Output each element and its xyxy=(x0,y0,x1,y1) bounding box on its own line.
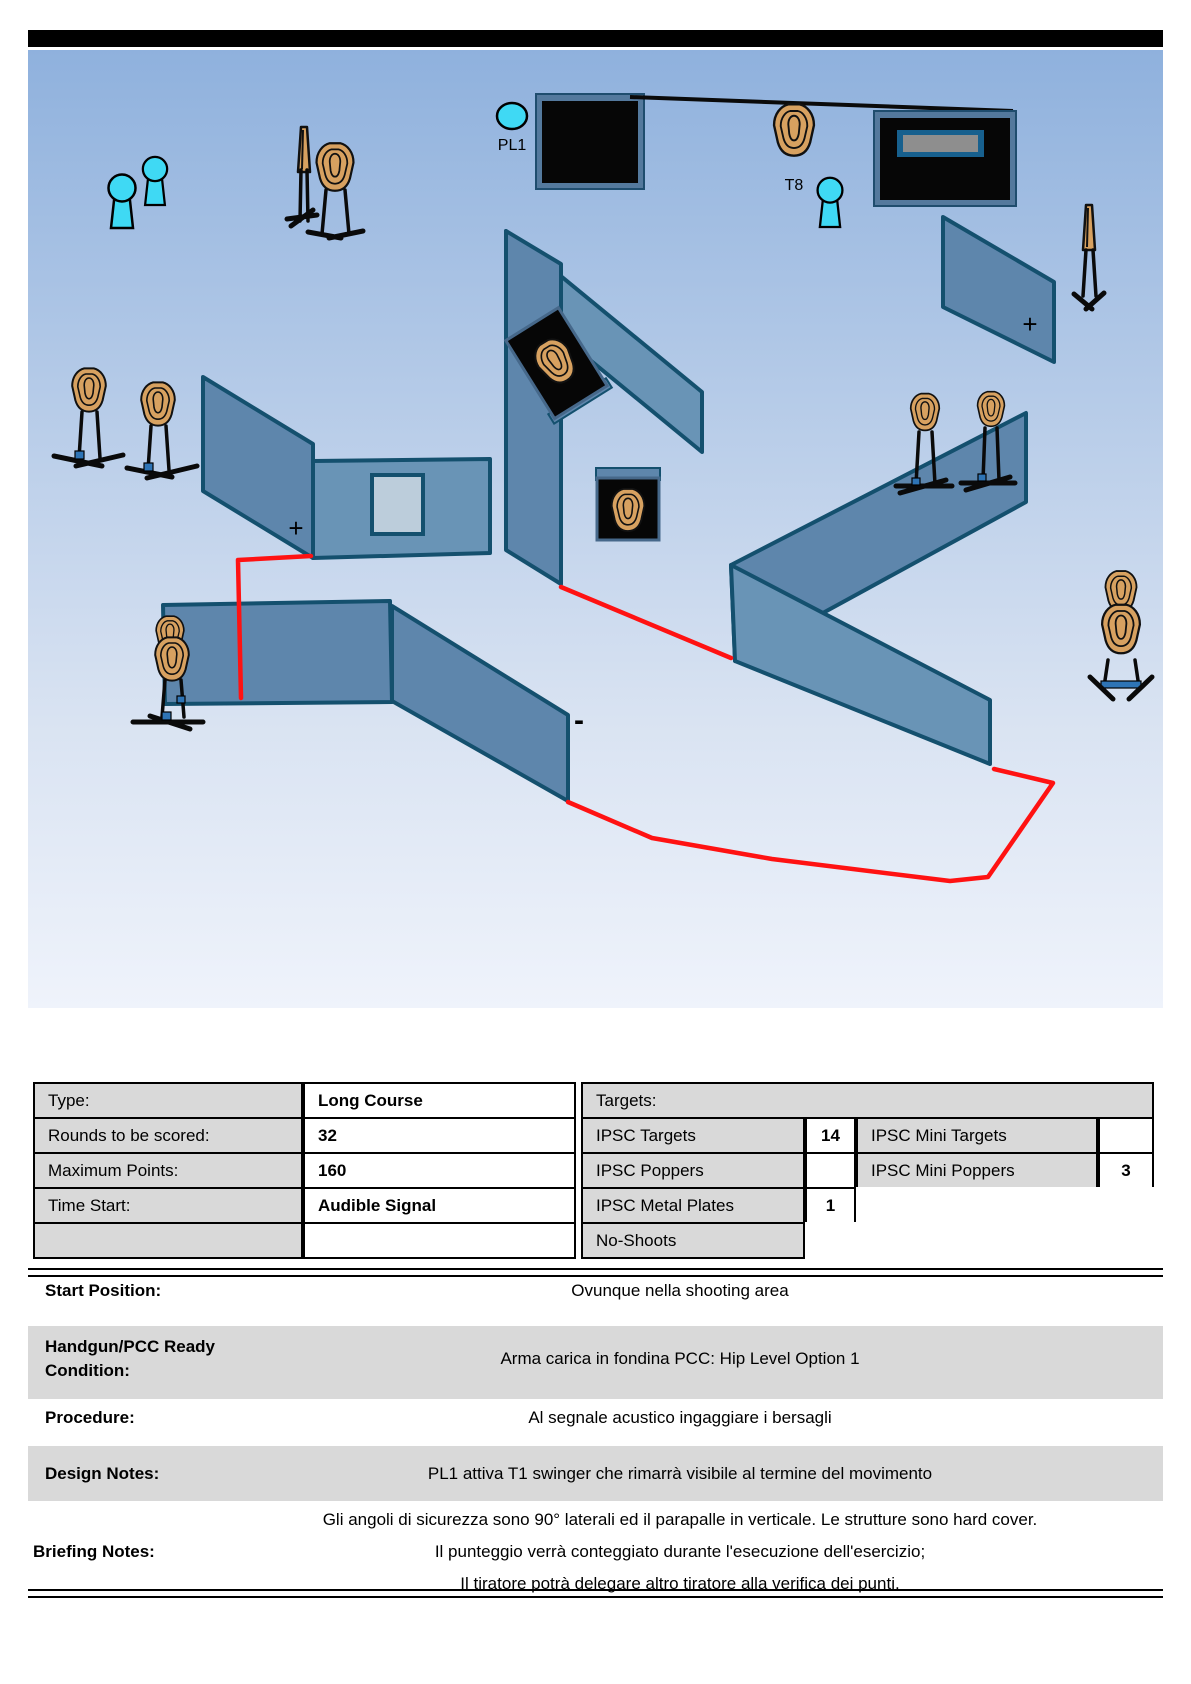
info-label: Time Start: xyxy=(33,1187,303,1224)
info-value xyxy=(303,1222,576,1259)
table-filler xyxy=(805,1222,1154,1259)
plus-mark-left: + xyxy=(288,513,304,543)
start-position-label: Start Position: xyxy=(45,1281,162,1300)
procedure-value: Al segnale acustico ingaggiare i bersagli xyxy=(528,1408,832,1427)
table-row xyxy=(581,1082,1154,1119)
wall-window-port xyxy=(372,475,423,534)
procedure-label: Procedure: xyxy=(45,1408,135,1427)
ready-condition-label-1: Handgun/PCC Ready xyxy=(45,1337,216,1356)
hardcover-wall-1 xyxy=(536,94,644,189)
targets-label: IPSC Mini Poppers xyxy=(856,1152,1098,1189)
table-row xyxy=(33,1082,576,1119)
info-table xyxy=(33,1082,576,1259)
briefing-notes-label: Briefing Notes: xyxy=(33,1542,155,1561)
targets-count: 14 xyxy=(805,1117,856,1154)
ready-condition-value: Arma carica in fondina PCC: Hip Level Option 1 xyxy=(500,1349,860,1368)
table-row xyxy=(33,1152,576,1189)
swinger-label-t8: T8 xyxy=(784,177,804,194)
ready-condition-label-2: Condition: xyxy=(45,1361,130,1380)
briefing-notes-line-2: Il punteggio verrà conteggiato durante l'esecuzione dell'esercizio; xyxy=(434,1542,926,1561)
targets-label: IPSC Mini Targets xyxy=(856,1117,1098,1154)
targets-label: IPSC Targets xyxy=(581,1117,805,1154)
plate-pl1 xyxy=(497,103,527,129)
divider-rule-top xyxy=(28,1268,1163,1277)
info-label xyxy=(33,1222,303,1259)
start-position-value: Ovunque nella shooting area xyxy=(571,1281,789,1300)
targets-label: IPSC Poppers xyxy=(581,1152,805,1189)
info-label: Maximum Points: xyxy=(33,1152,303,1189)
targets-count: 1 xyxy=(805,1187,856,1224)
info-value: 160 xyxy=(303,1152,576,1189)
design-notes-value: PL1 attiva T1 swinger che rimarrà visibile al termine del movimento xyxy=(427,1464,933,1483)
info-value: 32 xyxy=(303,1117,576,1154)
briefing-notes-line-1: Gli angoli di sicurezza sono 90° laterali ed il parapalle in verticale. Le strutture sono hard cover. xyxy=(322,1510,1038,1529)
table-row xyxy=(33,1117,576,1154)
targets-table xyxy=(581,1082,1154,1259)
table-row xyxy=(581,1187,1154,1224)
info-label: Type: xyxy=(33,1082,303,1119)
table-row xyxy=(581,1117,1154,1154)
target-hardcover-straight xyxy=(596,468,660,540)
header-bar xyxy=(28,30,1163,47)
targets-label: No-Shoots xyxy=(581,1222,805,1259)
minus-mark: - xyxy=(574,704,584,737)
table-row xyxy=(33,1222,576,1259)
wall-lower-horizontal xyxy=(163,601,392,704)
info-value: Audible Signal xyxy=(303,1187,576,1224)
targets-label: IPSC Metal Plates xyxy=(581,1187,805,1224)
hardcover-wall-2 xyxy=(874,111,1016,206)
plus-mark-right: + xyxy=(1022,309,1038,339)
table-filler xyxy=(856,1187,1154,1224)
briefing-notes-line-3: Il tiratore potrà delegare altro tiratore alla verifica dei punti. xyxy=(460,1574,900,1593)
targets-count: 3 xyxy=(1098,1152,1154,1189)
targets-header: Targets: xyxy=(581,1082,1154,1119)
table-row xyxy=(581,1152,1154,1189)
stage-diagram xyxy=(28,50,1163,1008)
plate-pl1-label: PL1 xyxy=(497,137,527,154)
swinger-target-t8 xyxy=(774,104,814,155)
wall-port xyxy=(903,135,978,152)
divider-rule-bottom xyxy=(28,1589,1163,1598)
table-row xyxy=(33,1187,576,1224)
design-notes-label: Design Notes: xyxy=(45,1464,160,1483)
targets-count xyxy=(805,1152,856,1189)
info-label: Rounds to be scored: xyxy=(33,1117,303,1154)
targets-count xyxy=(1098,1117,1154,1154)
table-row xyxy=(581,1222,1154,1259)
info-value: Long Course xyxy=(303,1082,576,1119)
